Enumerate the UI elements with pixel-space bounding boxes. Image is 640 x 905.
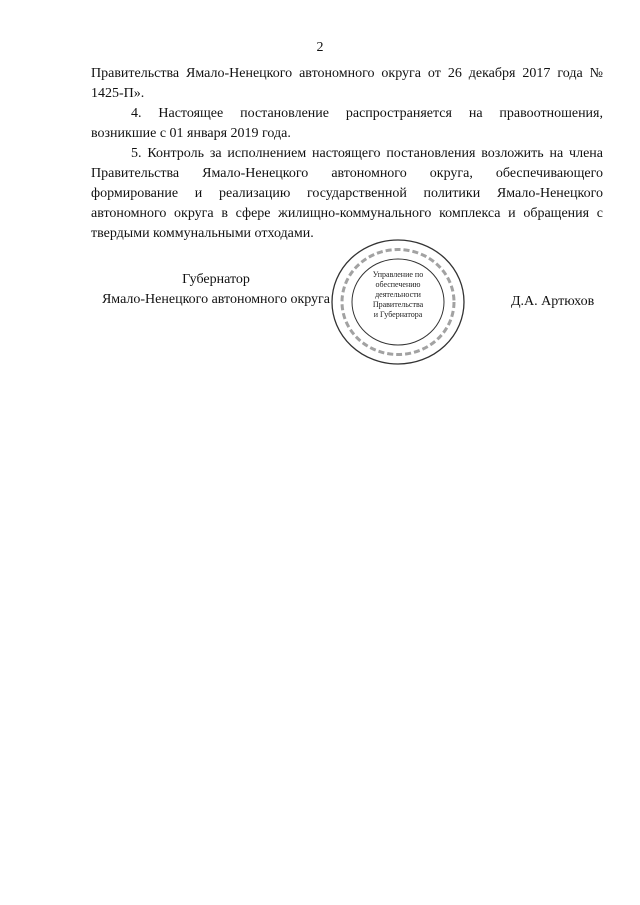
paragraph-continuation: Правительства Ямало-Ненецкого автономного округа от 26 декабря 2017 года № 1425-П». <box>91 66 603 101</box>
seal-center-text <box>328 270 468 320</box>
paragraph-item-5: 5. Контроль за исполнением настоящего постановления возложить на члена Правительства Ямало-Ненецкого автономного округа, обеспечивающего формирование и реализацию государственной политики Ямало-Ненецкого автономного округа в сфере жилищно-коммунального комплекса и обращения с твердыми коммунальными отходами. <box>91 146 603 241</box>
document-body <box>91 64 603 244</box>
signatory-name: Д.А. Артюхов <box>511 294 595 309</box>
page-number: 2 <box>316 40 324 55</box>
signatory-title <box>91 270 341 310</box>
signatory-title-line-1: Губернатор <box>182 272 250 287</box>
seal-line: Правительства <box>372 300 424 309</box>
seal-line: обеспечению <box>375 280 421 289</box>
seal-line: Управление по <box>372 270 424 279</box>
seal-line: и Губернатора <box>373 310 423 319</box>
paragraph-item-4: 4. Настоящее постановление распространяется на правоотношения, возникшие с 01 января 2019 года. <box>91 106 603 141</box>
seal-line: деятельности <box>375 290 421 299</box>
official-seal <box>328 236 468 368</box>
signatory-title-line-2: Ямало-Ненецкого автономного округа <box>101 292 331 307</box>
